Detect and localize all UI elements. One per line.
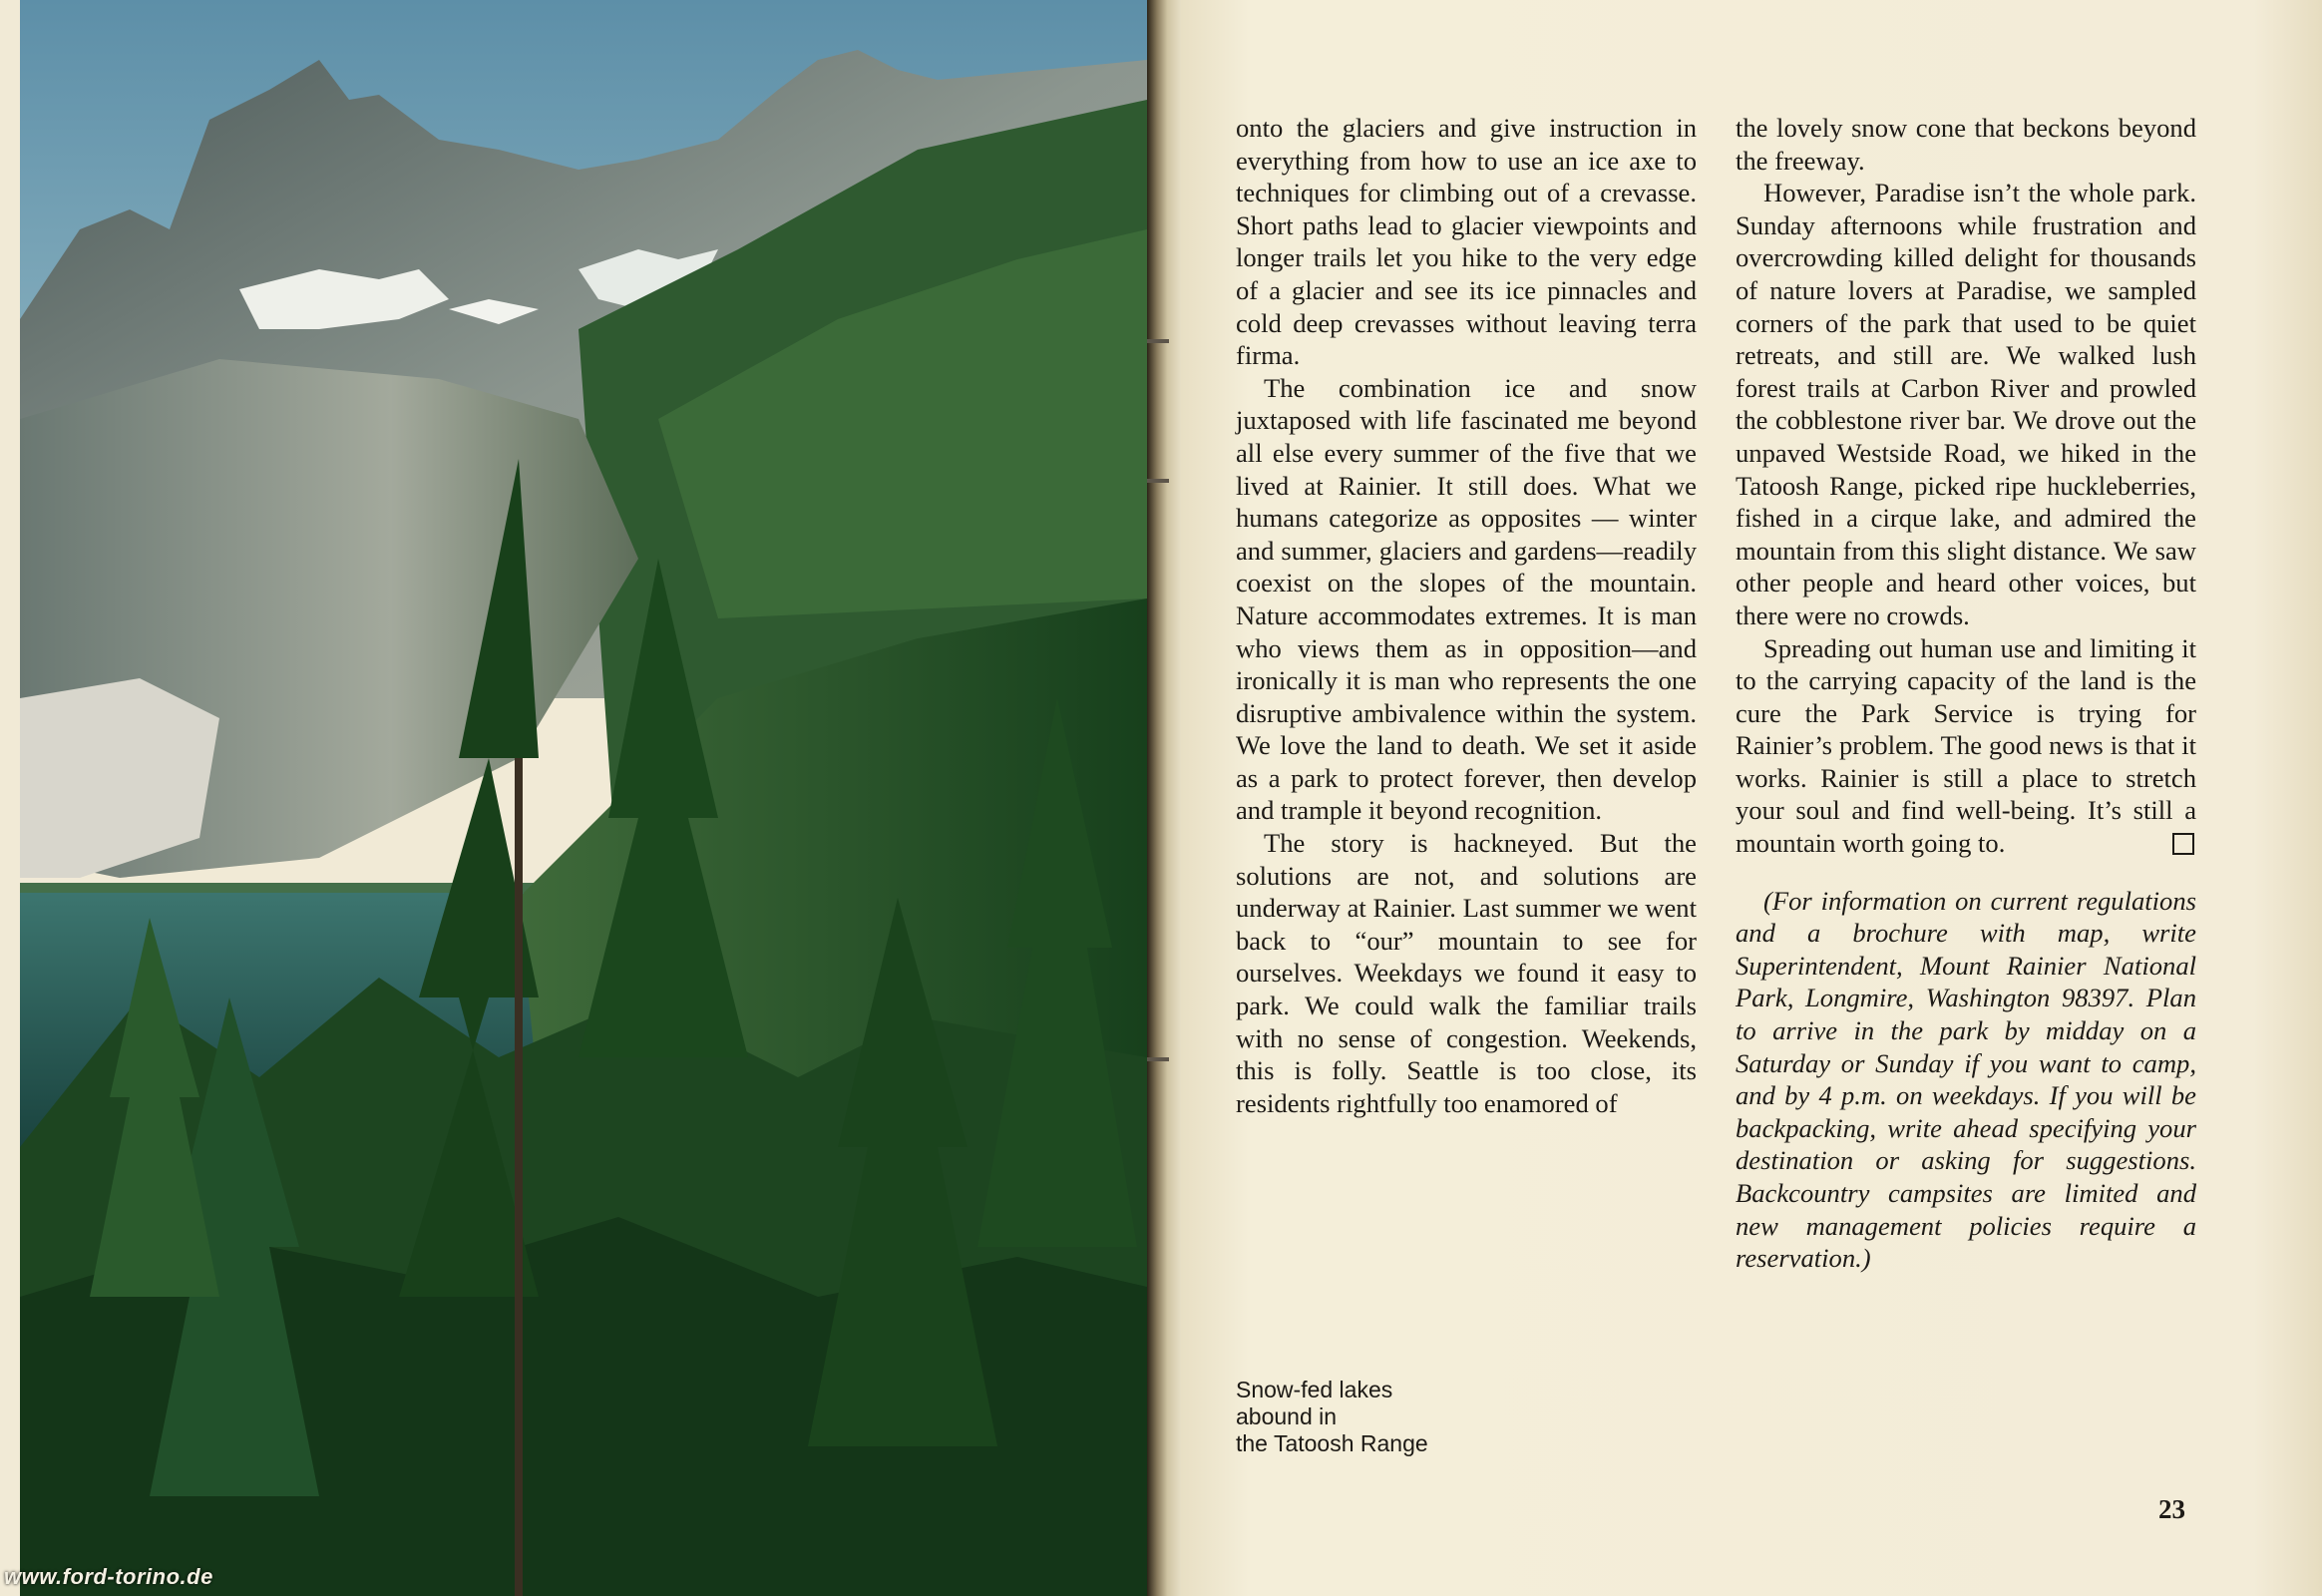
paragraph-text: Spreading out human use and limiting it to the carrying capacity of the land is the cure the Park Service is trying for Rainier’s problem. The good news is that it works. Rainier is still a place to stretch your soul and find well-being. It’s still a mountain worth going to. [1736, 632, 2196, 859]
paragraph: The story is hackneyed. But the solutions are not, and solutions are underway at Rainier. Last summer we went back to “our” mountain to see for ourselves. Weekdays we found it easy to park. We could walk the familiar trails with no sense of congestion. Weekends, this is folly. Seattle is too close, its residents rightfully too enamored of [1236, 828, 1697, 1118]
caption-line: Snow-fed lakes [1236, 1377, 1393, 1402]
staple [1147, 339, 1169, 343]
end-of-article-square-icon [2172, 833, 2194, 855]
left-page [0, 0, 1157, 1596]
caption-line: the Tatoosh Range [1236, 1430, 1428, 1456]
caption-line: abound in [1236, 1403, 1338, 1429]
staple [1147, 1057, 1169, 1061]
watermark: www.ford-torino.de [4, 1564, 213, 1589]
binding-gutter [1147, 0, 1181, 1596]
paragraph-final [1736, 632, 2196, 860]
photo-caption [1236, 1377, 1428, 1457]
text-column-right [1736, 112, 2196, 1275]
text-column-left [1236, 112, 1697, 1119]
staple [1147, 479, 1169, 483]
paragraph: the lovely snow cone that beckons beyond the freeway. [1736, 113, 2196, 176]
right-page [1181, 0, 2322, 1596]
mountain-lake-photo [20, 0, 1147, 1596]
paragraph: onto the glaciers and give instruction in everything from how to use an ice axe to techniques for climbing out of a crevasse. Short paths lead to glacier viewpoints and longer trails let you hike to the very edge of a glacier and see its ice pinnacles and cold deep crevasses without leaving terra firma. [1236, 113, 1697, 371]
info-note: (For information on current regulations and a brochure with map, write Superintendent, Mount Rainier National Park, Longmire, Washington 98397. Plan to arrive in the park by midday on a Saturday or Sunday if you want to camp, and by 4 p.m. on weekdays. If you will be backpacking, write ahead specifying your destination or asking for suggestions. Backcountry campsites are limited and new management policies require a reservation.) [1736, 885, 2196, 1274]
page-number: 23 [2158, 1494, 2185, 1524]
paragraph: However, Paradise isn’t the whole park. Sunday afternoons while frustration and overcrowding killed delight for thousands of nature lovers at Paradise, we sampled corners of the park that used to be quiet retreats, and still are. We walked lush forest trails at Carbon River and prowled the cobblestone river bar. We drove out the unpaved Westside Road, we hiked in the Tatoosh Range, picked ripe huckleberries, fished in a cirque lake, and admired the mountain from this slight distance. We saw other people and heard other voices, but there were no crowds. [1736, 178, 2196, 630]
paragraph: The combination ice and snow juxtaposed with life fascinated me beyond all else every summer of the five that we lived at Rainier. It still does. What we humans categorize as opposites — winter and summer, glaciers and gardens—readily coexist on the slopes of the mountain. Nature accommodates extremes. It is man who views them as in opposition—and ironically it is man who represents the one disruptive ambivalence within the system. We love the land to death. We set it aside as a park to protect forever, then develop and trample it beyond recognition. [1236, 372, 1697, 826]
